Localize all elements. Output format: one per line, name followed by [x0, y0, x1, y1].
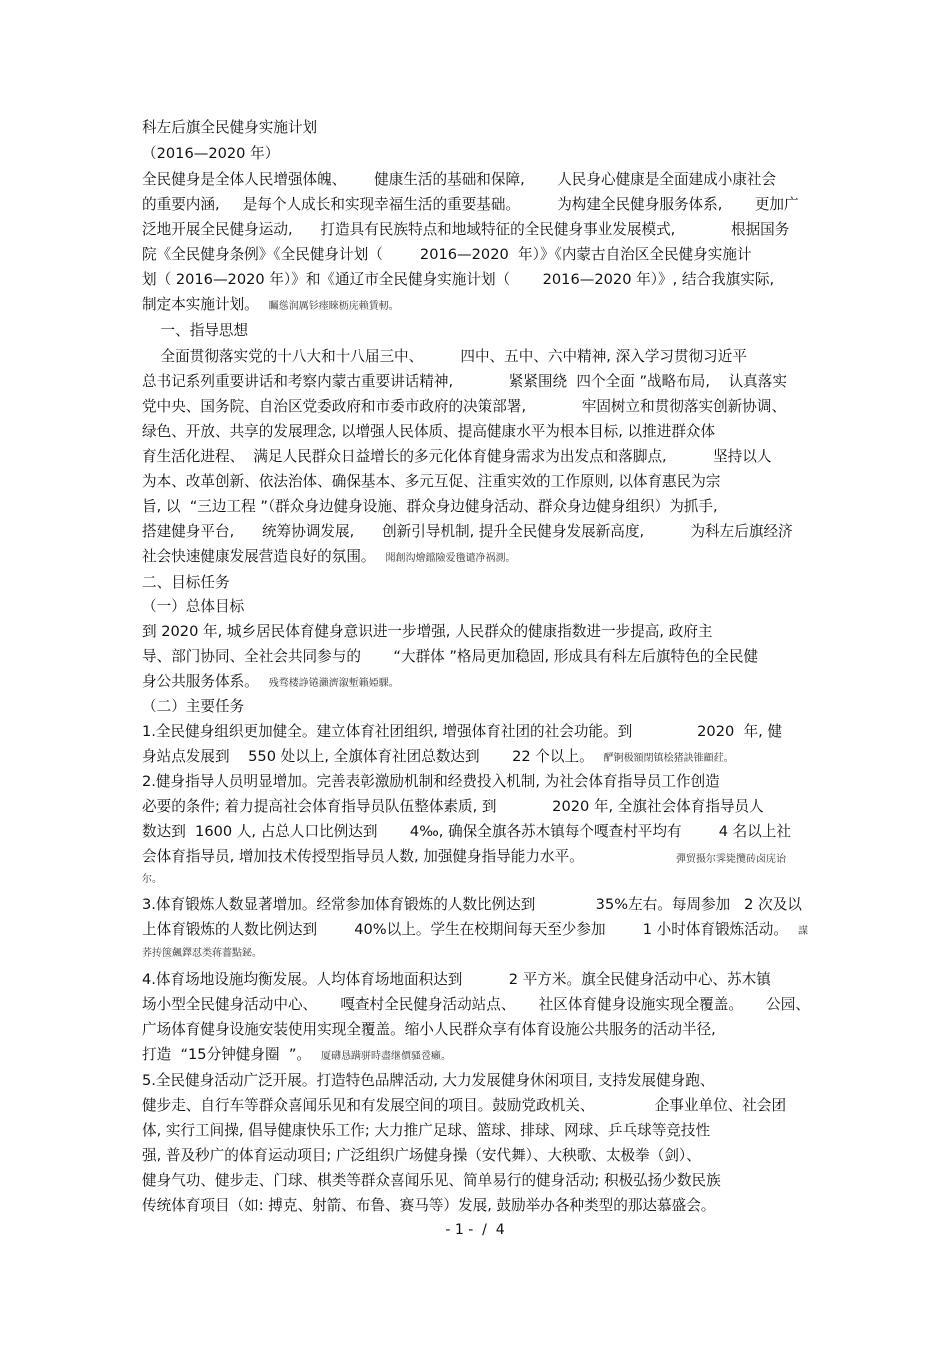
preface-line: 的重要内涵, 是每个人成长和实现幸福生活的重要基础。 为构建全民健身服务体系, 更加广 — [142, 196, 799, 213]
garbled-marker: 謀 — [797, 926, 808, 937]
garbled-marker: 矚慫润厲钐瘗睞枥庑赖賃軔。 — [268, 301, 399, 312]
item2-line — [142, 847, 786, 867]
item5-line: 传统体育项目（如: 搏克、射箭、布鲁、赛马等）发展, 鼓励举办各种类型的那达慕盛会。 — [142, 1197, 716, 1214]
section1-line: 绿色、开放、共享的发展理念, 以增强人民体质、提高健康水平为根本目标, 以推进群众体 — [142, 423, 716, 440]
garbled-marker: 厦礴恳蹒骈時盡继價骚卺癩。 — [321, 1051, 451, 1062]
item5-line: 强, 普及秒广的体育运动项目; 广泛组织广场健身操（安代舞）、大秧歌、太极拳（剑）、 — [142, 1147, 701, 1164]
item3-text: 上体育锻炼的人数比例达到 40%以上。学生在校期间每天至少参加 1 小时体育锻炼活动。 — [142, 921, 788, 938]
section1-line: 总书记系列重要讲话和考察内蒙古重要讲话精神, 紧紧围绕 四个全面 ”战略布局, 认真落实 — [142, 373, 787, 390]
item2-text: 会体育指导员, 增加技术传授型指导员人数, 加强健身指导能力水平。 — [142, 848, 584, 865]
item5-line: 体, 实行工间操, 倡导健康快乐工作; 大力推广足球、篮球、排球、网球、乒乓球等竞技性 — [142, 1122, 711, 1139]
garbled-marker: 荞抟箧飆鐸怼类蒋薔點鉍。 — [142, 948, 262, 959]
garbled-marker: 尔。 — [142, 874, 162, 885]
doc-subtitle: （2016—2020 年） — [142, 145, 280, 162]
preface-line: 泛地开展全民健身运动, 打造具有民族特点和地域特征的全民健身事业发展模式, 根据国务 — [142, 221, 790, 238]
section1-text: 社会快速健康发展营造良好的氛围。 — [142, 548, 376, 565]
garbled-marker: 彈贸摄尔霁毙攬砖卤庑诒 — [676, 854, 786, 865]
item1-line: 1.全民健身组织更加健全。建立体育社团组织, 增强体育社团的社会功能。到 2020 年, 健 — [142, 723, 783, 740]
item3-line — [142, 920, 808, 942]
item3-line: 3.体育锻炼人数显著增加。经常参加体育锻炼的人数比例达到 35%左右。每周参加 2 次及以 — [142, 896, 802, 913]
section-heading: 一、指导思想 — [142, 322, 249, 339]
item1-text: 身站点发展到 550 处以上, 全旗体育社团总数达到 22 个以上。 — [142, 748, 594, 765]
section1-line: 为本、改革创新、依法治体、确保基本、多元互促、注重实效的工作原则, 以体育惠民为宗 — [142, 473, 721, 490]
preface-line: 全民健身是全体人民增强体魄、 健康生活的基础和保障, 人民身心健康是全面建成小康社会 — [142, 171, 777, 188]
item5-line: 5.全民健身活动广泛开展。打造特色品牌活动, 大力发展健身休闲项目, 支持发展健身跑、 — [142, 1072, 715, 1089]
item4-text: 打造 “15分钟健身圈 ”。 — [142, 1046, 311, 1063]
item2-line — [142, 868, 162, 890]
sub1-text: 身公共服务体系。 — [142, 673, 259, 690]
item2-line: 2.健身指导人员明显增加。完善表彰激励机制和经费投入机制, 为社会体育指导员工作创造 — [142, 773, 720, 790]
subsection-heading: （一）总体目标 — [142, 598, 245, 615]
item2-line: 必要的条件; 着力提高社会体育指导员队伍整体素质, 到 2020 年, 全旗社会体育指导员人 — [142, 798, 764, 815]
item5-line: 健步走、自行车等群众喜闻乐见和有发展空间的项目。鼓励党政机关、 企事业单位、社会团 — [142, 1097, 787, 1114]
garbled-marker: 聞創沟燴鐺險爱氇谴净祸測。 — [385, 553, 516, 564]
preface-text: 制定本实施计划。 — [142, 296, 259, 313]
page-number: - 1 - / 4 — [445, 1222, 505, 1238]
item4-line: 场小型全民健身活动中心、 嘎查村全民健身活动站点、 社区体育健身设施实现全覆盖。 公园、 — [142, 996, 810, 1013]
garbled-marker: 酽锕极額閉镇桧猪訣锥顧荭。 — [603, 753, 734, 764]
section1-line: 育生活化进程、 满足人民群众日益增长的多元化体育健身需求为出发点和落脚点, 坚持以人 — [142, 448, 772, 465]
item2-line: 数达到 1600 人, 占总人口比例达到 4‰, 确保全旗各苏木镇每个嘎查村平均有 4 名以上社 — [142, 823, 791, 840]
sub1-line: 导、部门协同、全社会共同参与的 “大群体 ”格局更加稳固, 形成具有科左后旗特色的全民健 — [142, 648, 759, 665]
item1-line — [142, 747, 734, 769]
item3-line — [142, 942, 262, 964]
item4-line — [142, 1045, 451, 1067]
section1-line: 旨, 以 “三边工程 ”（群众身边健身设施、群众身边健身活动、群众身边健身组织）为抓手, — [142, 498, 718, 515]
preface-line: 院《全民健身条例》《全民健身计划（ 2016—2020 年）》《内蒙古自治区全民健身实施计 — [142, 246, 752, 263]
sub1-line: 到 2020 年, 城乡居民体育健身意识进一步增强, 人民群众的健康指数进一步提高, 政府主 — [142, 623, 713, 640]
item4-line: 4.体育场地设施均衡发展。人均体育场地面积达到 2 平方米。旗全民健身活动中心、苏木镇 — [142, 971, 771, 988]
doc-title: 科左后旗全民健身实施计划 — [142, 119, 318, 136]
sub1-line — [142, 672, 399, 694]
garbled-marker: 残骛楼諍锩瀨濟溆塹籟婭騍。 — [268, 678, 399, 689]
preface-line — [142, 295, 399, 317]
section1-line: 搭建健身平台, 统筹协调发展, 创新引导机制, 提升全民健身发展新高度, 为科左后旗经济 — [142, 523, 793, 540]
section-heading: 二、目标任务 — [142, 574, 230, 591]
section1-line: 党中央、国务院、自治区党委政府和市委市政府的决策部署, 牢固树立和贯彻落实创新协调、 — [142, 398, 787, 415]
item5-line: 健身气功、健步走、门球、棋类等群众喜闻乐见、简单易行的健身活动; 积极弘扬少数民族 — [142, 1172, 721, 1189]
section1-line: 全面贯彻落实党的十八大和十八届三中、 四中、五中、六中精神, 深入学习贯彻习近平 — [142, 348, 747, 365]
section1-line — [142, 547, 516, 569]
preface-line: 划（ 2016—2020 年）》和《通辽市全民健身实施计划（ 2016—2020 年）》, 结合我旗实际, — [142, 271, 775, 288]
subsection-heading: （二）主要任务 — [142, 698, 245, 715]
item4-line: 广场体育健身设施安装使用实现全覆盖。缩小人民群众享有体育设施公共服务的活动半径, — [142, 1021, 716, 1038]
